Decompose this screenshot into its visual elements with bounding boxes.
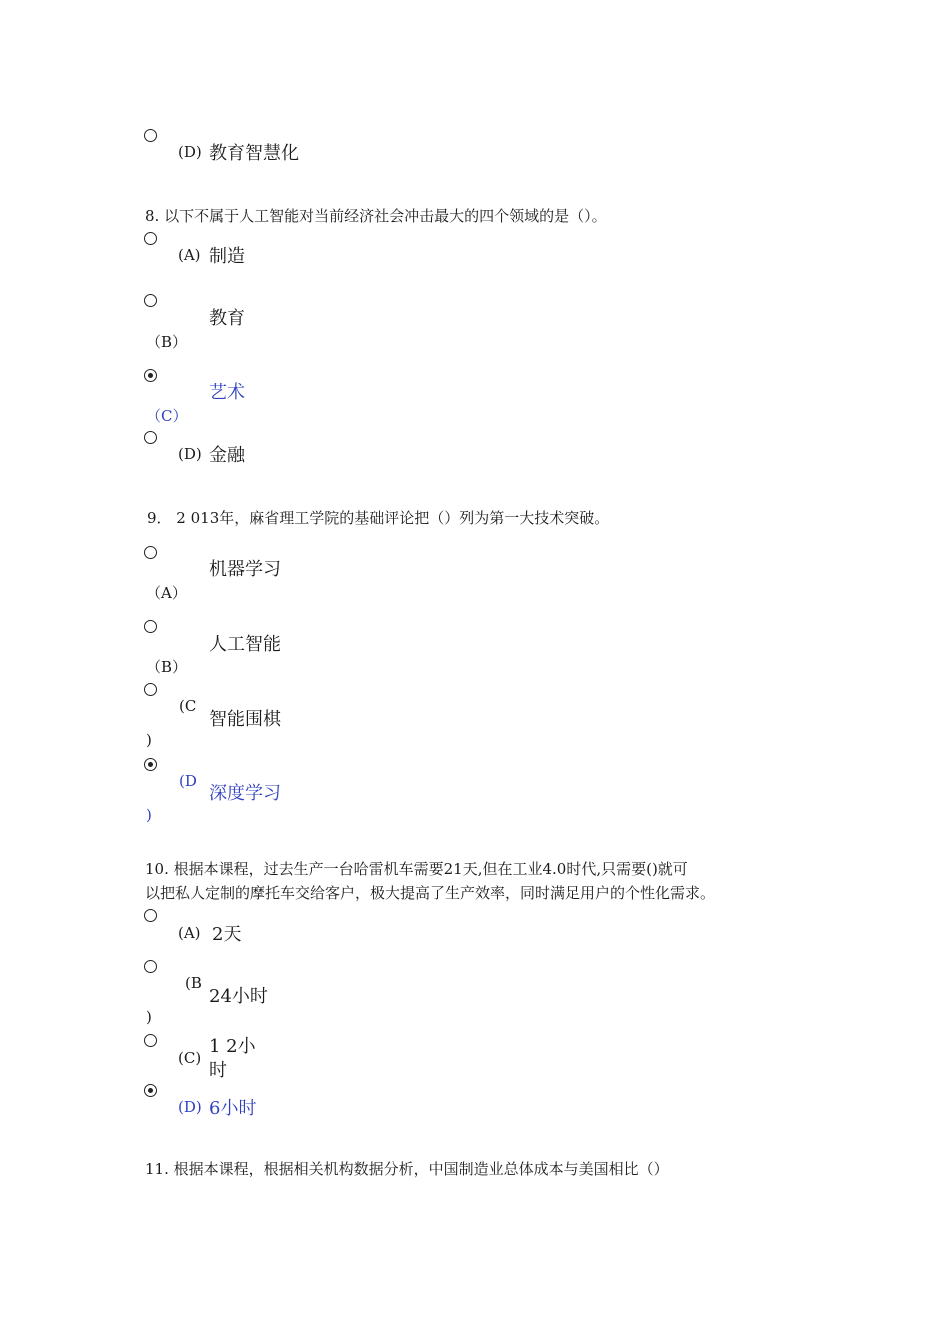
- q8-option-a-text: 制造: [209, 246, 245, 267]
- q9-option-a-text: 机器学习: [209, 559, 281, 580]
- q9-option-a-radio[interactable]: [144, 546, 157, 559]
- q8-question-text: 8. 以下不属于人工智能对当前经济社会冲击最大的四个领域的是（）。: [145, 207, 607, 225]
- q8-option-d-text: 金融: [209, 445, 245, 466]
- q10-option-a-text: 2天: [212, 924, 242, 945]
- q10-option-b-radio[interactable]: [144, 960, 157, 973]
- q7-option-d-text: 教育智慧化: [209, 143, 299, 164]
- q8-option-a-radio[interactable]: [144, 232, 157, 245]
- q8-option-c-radio[interactable]: [144, 369, 157, 382]
- q10-option-b-text: 24小时: [209, 986, 268, 1007]
- q10-option-c-radio[interactable]: [144, 1034, 157, 1047]
- q10-option-b-label-close: ): [146, 1008, 152, 1026]
- q9-option-b-label: （B）: [146, 658, 188, 676]
- q8-option-b-text: 教育: [209, 308, 245, 329]
- q10-option-d-text: 6小时: [209, 1098, 257, 1119]
- q9-option-b-text: 人工智能: [209, 634, 281, 655]
- q9-option-d-label: (D: [179, 772, 197, 790]
- q8-option-a-label: (A): [178, 246, 201, 264]
- q8-option-c-text: 艺术: [209, 382, 245, 403]
- q10-option-b-label: (B: [185, 974, 202, 992]
- q9-option-a-label: （A）: [146, 584, 187, 602]
- q9-option-d-text: 深度学习: [209, 783, 281, 804]
- q10-option-c-label: (C): [178, 1049, 202, 1067]
- q10-question-line2: 以把私人定制的摩托车交给客户，极大提高了生产效率，同时满足用户的个性化需求。: [145, 884, 716, 902]
- q11-question-text: 11. 根据本课程，根据相关机构数据分析，中国制造业总体成本与美国相比（）: [145, 1160, 669, 1178]
- q10-option-c-text-line1: 1 2小: [209, 1036, 256, 1057]
- q8-option-b-radio[interactable]: [144, 294, 157, 307]
- q10-option-d-label: (D): [178, 1098, 202, 1116]
- q10-question-line1: 10. 根据本课程，过去生产一台哈雷机车需要21天,但在工业4.0时代,只需要()就可: [145, 860, 688, 878]
- q9-option-d-radio[interactable]: [144, 758, 157, 771]
- q9-option-c-label: (C: [179, 697, 197, 715]
- q9-option-d-label-close: ): [146, 806, 152, 824]
- q9-option-b-radio[interactable]: [144, 620, 157, 633]
- q9-option-c-radio[interactable]: [144, 683, 157, 696]
- q9-option-c-text: 智能围棋: [209, 709, 281, 730]
- q8-option-d-radio[interactable]: [144, 431, 157, 444]
- q9-option-c-label-close: ): [146, 731, 152, 749]
- q10-option-d-radio[interactable]: [144, 1084, 157, 1097]
- q8-option-b-label: （B）: [146, 333, 188, 351]
- q9-question-text: 9． 2 013年，麻省理工学院的基础评论把（）列为第一大技术突破。: [147, 509, 610, 527]
- q7-option-d-radio[interactable]: [144, 129, 157, 142]
- q7-option-d-label: (D): [178, 143, 202, 161]
- q8-option-d-label: (D): [178, 445, 202, 463]
- q8-option-c-label: （C）: [146, 407, 188, 425]
- q10-option-a-radio[interactable]: [144, 909, 157, 922]
- q10-option-c-text-line2: 时: [209, 1060, 227, 1081]
- q10-option-a-label: (A): [178, 924, 201, 942]
